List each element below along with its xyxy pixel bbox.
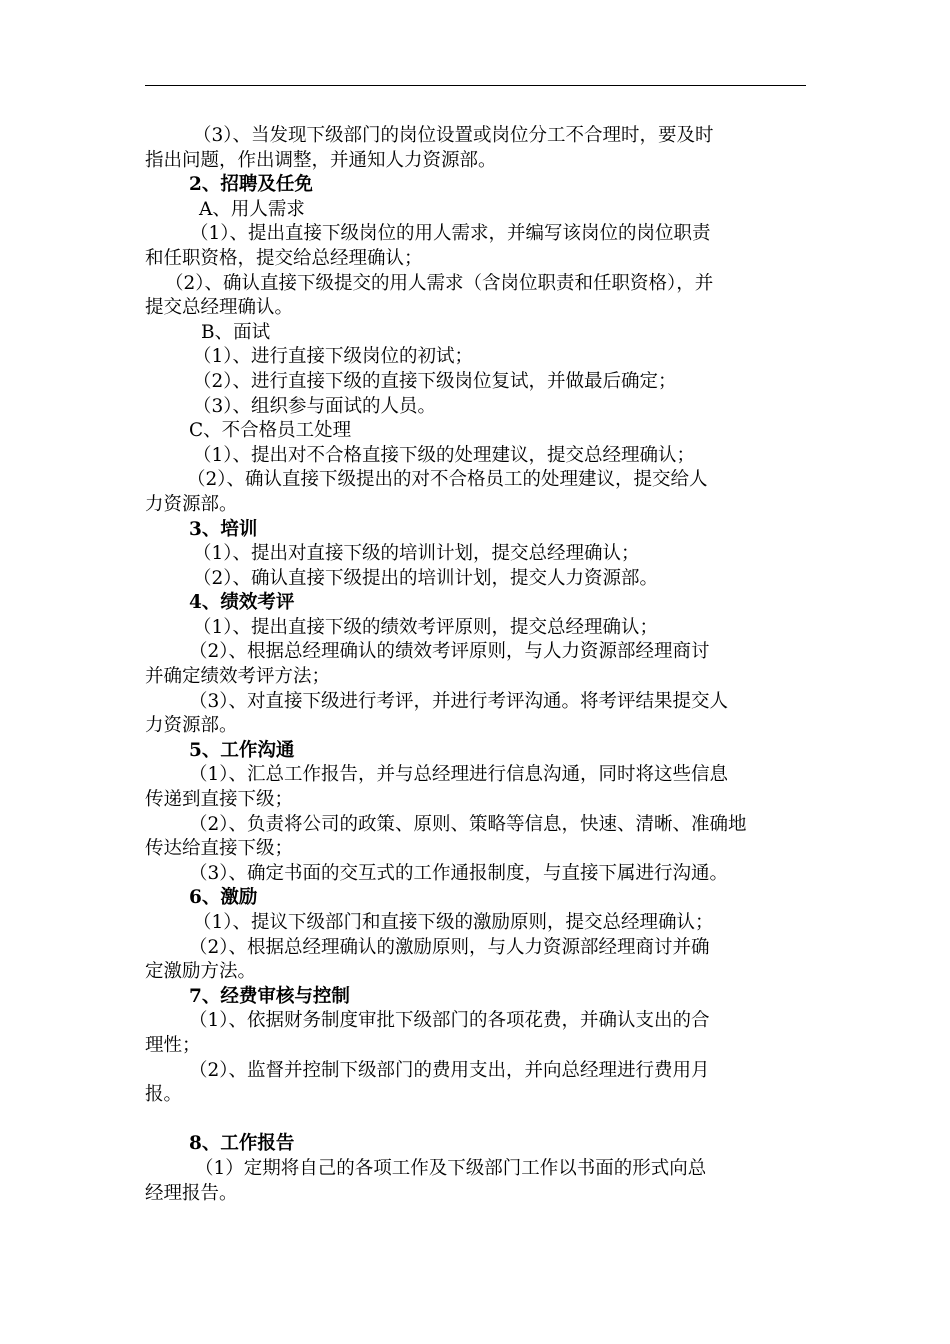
text-line: （2）、进行直接下级的直接下级岗位复试，并做最后确定； xyxy=(193,370,677,392)
text-line: 报。 xyxy=(145,1084,183,1106)
text-line: （2）、确认直接下级提交的用人需求（含岗位职责和任职资格），并 xyxy=(165,272,714,294)
section-heading: 4、绩效考评 xyxy=(189,592,295,614)
text-line: （1）、进行直接下级岗位的初试； xyxy=(193,346,474,368)
section-heading: 6、激励 xyxy=(189,887,258,909)
text-line: 定激励方法。 xyxy=(145,961,257,983)
section-heading: 2、招聘及任免 xyxy=(189,174,313,196)
text-line: C、不合格员工处理 xyxy=(189,420,352,442)
text-line: （2）、确认直接下级提出的培训计划，提交人力资源部。 xyxy=(193,567,659,589)
text-line: 指出问题，作出调整，并通知人力资源部。 xyxy=(145,149,497,171)
section-heading: 5、工作沟通 xyxy=(189,739,295,761)
text-line: （1）、提出对不合格直接下级的处理建议，提交总经理确认； xyxy=(193,444,696,466)
text-line: （1）、提出直接下级的绩效考评原则，提交总经理确认； xyxy=(193,616,659,638)
text-line: （3）、对直接下级进行考评，并进行考评沟通。将考评结果提交人 xyxy=(189,690,729,712)
text-line: 理性； xyxy=(145,1034,201,1056)
text-line: 并确定绩效考评方法； xyxy=(145,666,331,688)
header-rule xyxy=(145,85,806,86)
text-line: 提交总经理确认。 xyxy=(145,297,294,319)
text-line: （2）、根据总经理确认的激励原则，与人力资源部经理商讨并确 xyxy=(189,936,710,958)
text-line: （2）、确认直接下级提出的对不合格员工的处理建议，提交给人 xyxy=(187,469,708,491)
blank-line xyxy=(145,1108,806,1133)
text-line: （3）、组织参与面试的人员。 xyxy=(193,395,437,417)
text-line: 力资源部。 xyxy=(145,493,238,515)
text-line: （2）、根据总经理确认的绩效考评原则，与人力资源部经理商讨 xyxy=(189,641,710,663)
text-line: B、面试 xyxy=(201,321,271,343)
text-line: （2）、监督并控制下级部门的费用支出，并向总经理进行费用月 xyxy=(189,1059,710,1081)
text-line: （2）、负责将公司的政策、原则、策略等信息，快速、清晰、准确地 xyxy=(189,813,747,835)
text-line: （1）、提出对直接下级的培训计划，提交总经理确认； xyxy=(193,543,640,565)
text-line: （1）、提出直接下级岗位的用人需求，并编写该岗位的岗位职责 xyxy=(190,223,711,245)
text-line: 经理报告。 xyxy=(145,1182,238,1204)
text-line: A、用人需求 xyxy=(199,198,305,220)
text-line: 力资源部。 xyxy=(145,715,238,737)
text-line: （1）、提议下级部门和直接下级的激励原则，提交总经理确认； xyxy=(193,912,714,933)
text-line: 传达给直接下级； xyxy=(145,838,294,860)
text-line: 传递到直接下级； xyxy=(145,789,294,811)
section-heading: 7、经费审核与控制 xyxy=(189,985,350,1007)
section-heading: 3、培训 xyxy=(189,518,258,540)
text-line: （3）、当发现下级部门的岗位设置或岗位分工不合理时，要及时 xyxy=(193,125,714,146)
text-line: （1）、汇总工作报告，并与总经理进行信息沟通，同时将这些信息 xyxy=(189,764,729,786)
text-line: （3）、确定书面的交互式的工作通报制度，与直接下属进行沟通。 xyxy=(189,862,729,884)
section-heading: 8、工作报告 xyxy=(189,1133,295,1155)
text-line: 和任职资格，提交给总经理确认； xyxy=(145,247,423,269)
text-line: （1）定期将自己的各项工作及下级部门工作以书面的形式向总 xyxy=(195,1157,707,1179)
text-line: （1）、依据财务制度审批下级部门的各项花费，并确认支出的合 xyxy=(189,1010,710,1032)
document-body xyxy=(145,124,806,1206)
